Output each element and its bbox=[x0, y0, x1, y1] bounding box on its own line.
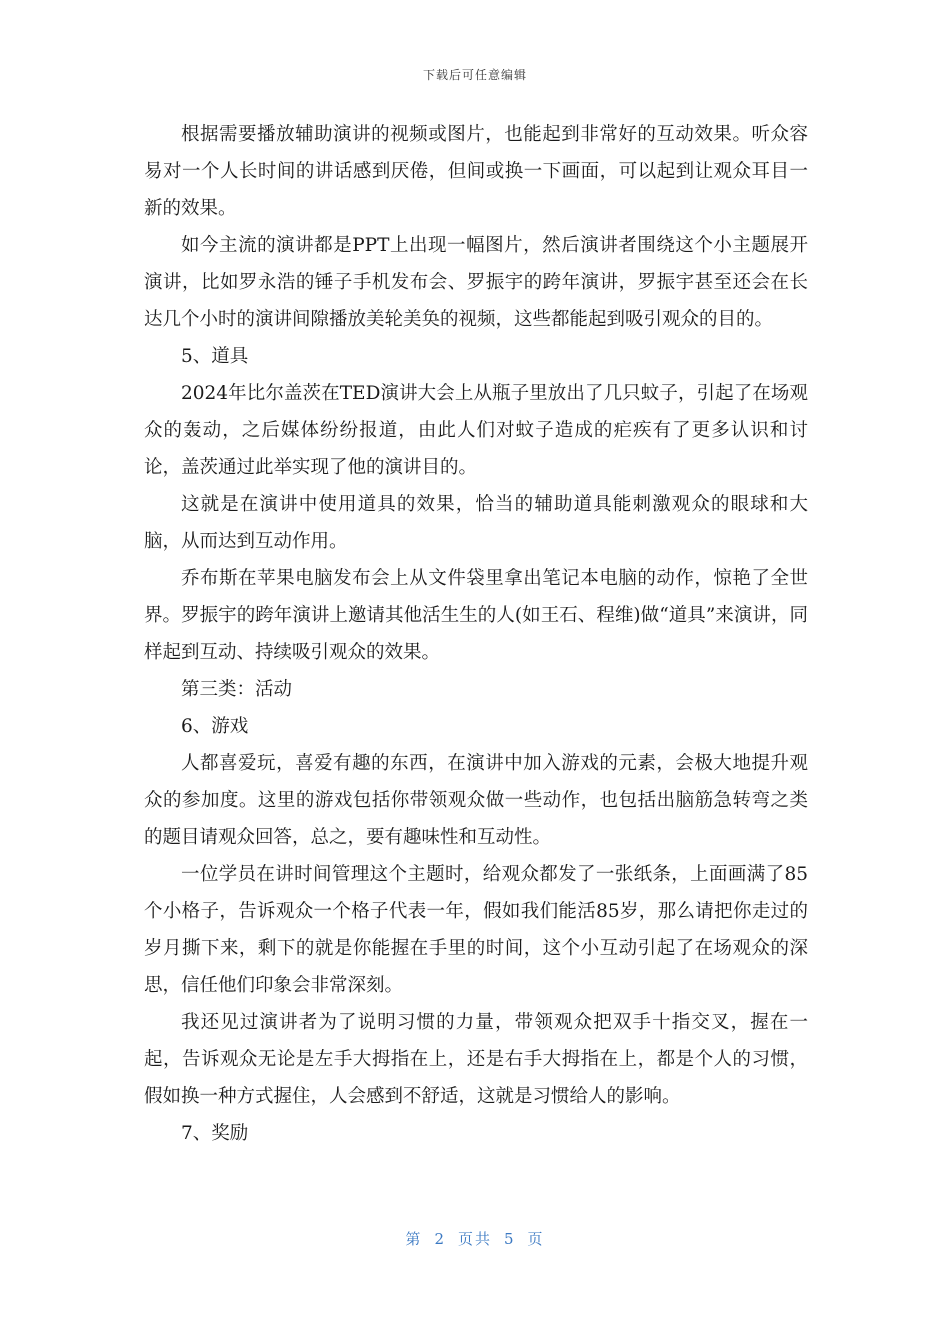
page-header: 下载后可任意编辑 bbox=[422, 68, 527, 82]
category-heading: 第三类：活动 bbox=[181, 679, 293, 700]
footer-suffix: 页 bbox=[527, 1230, 545, 1248]
paragraph: 一位学员在讲时间管理这个主题时，给观众都发了一张纸条，上面画满了85个小格子，告诉观众一个格子代表一年，假如我们能活85岁，那么请把你走过的岁月撕下来，剩下的就是你能握在手里的时间，这个小互动引起了在场观众的深思，信任他们印象会非常深刻。 bbox=[144, 864, 808, 996]
section-heading: 7、奖励 bbox=[181, 1123, 249, 1144]
paragraph: 如今主流的演讲都是PPT上出现一幅图片，然后演讲者围绕这个小主题展开演讲，比如罗永浩的锤子手机发布会、罗振宇的跨年演讲，罗振宇甚至还会在长达几个小时的演讲间隙播放美轮美奂的视频，这些都能起到吸引观众的目的。 bbox=[144, 235, 808, 330]
paragraph: 2024年比尔盖茨在TED演讲大会上从瓶子里放出了几只蚊子，引起了在场观众的轰动，之后媒体纷纷报道，由此人们对蚊子造成的疟疾有了更多认识和讨论，盖茨通过此举实现了他的演讲目的。 bbox=[144, 383, 808, 478]
paragraph: 人都喜爱玩，喜爱有趣的东西，在演讲中加入游戏的元素，会极大地提升观众的参加度。这里的游戏包括你带领观众做一些动作，也包括出脑筋急转弯之类的题目请观众回答，总之，要有趣味性和互动性。 bbox=[144, 753, 808, 848]
page-footer bbox=[0, 1228, 950, 1249]
footer-prefix: 第 bbox=[405, 1230, 423, 1248]
paragraph: 根据需要播放辅助演讲的视频或图片，也能起到非常好的互动效果。听众容易对一个人长时间的讲话感到厌倦，但间或换一下画面，可以起到让观众耳目一新的效果。 bbox=[144, 124, 808, 219]
paragraph: 乔布斯在苹果电脑发布会上从文件袋里拿出笔记本电脑的动作，惊艳了全世界。罗振宇的跨年演讲上邀请其他活生生的人(如王石、程维)做“道具”来演讲，同样起到互动、持续吸引观众的效果。 bbox=[144, 568, 808, 663]
document-body bbox=[144, 116, 808, 1152]
paragraph: 这就是在演讲中使用道具的效果，恰当的辅助道具能刺激观众的眼球和大脑，从而达到互动作用。 bbox=[144, 494, 808, 552]
section-heading: 5、道具 bbox=[181, 346, 249, 367]
page-number: 2 bbox=[434, 1230, 446, 1248]
paragraph: 我还见过演讲者为了说明习惯的力量，带领观众把双手十指交叉，握在一起，告诉观众无论是左手大拇指在上，还是右手大拇指在上，都是个人的习惯，假如换一种方式握住，人会感到不舒适，这就是习惯给人的影响。 bbox=[144, 1012, 808, 1107]
footer-middle: 页共 bbox=[457, 1230, 492, 1248]
section-heading: 6、游戏 bbox=[181, 716, 249, 737]
page-total: 5 bbox=[504, 1230, 516, 1248]
